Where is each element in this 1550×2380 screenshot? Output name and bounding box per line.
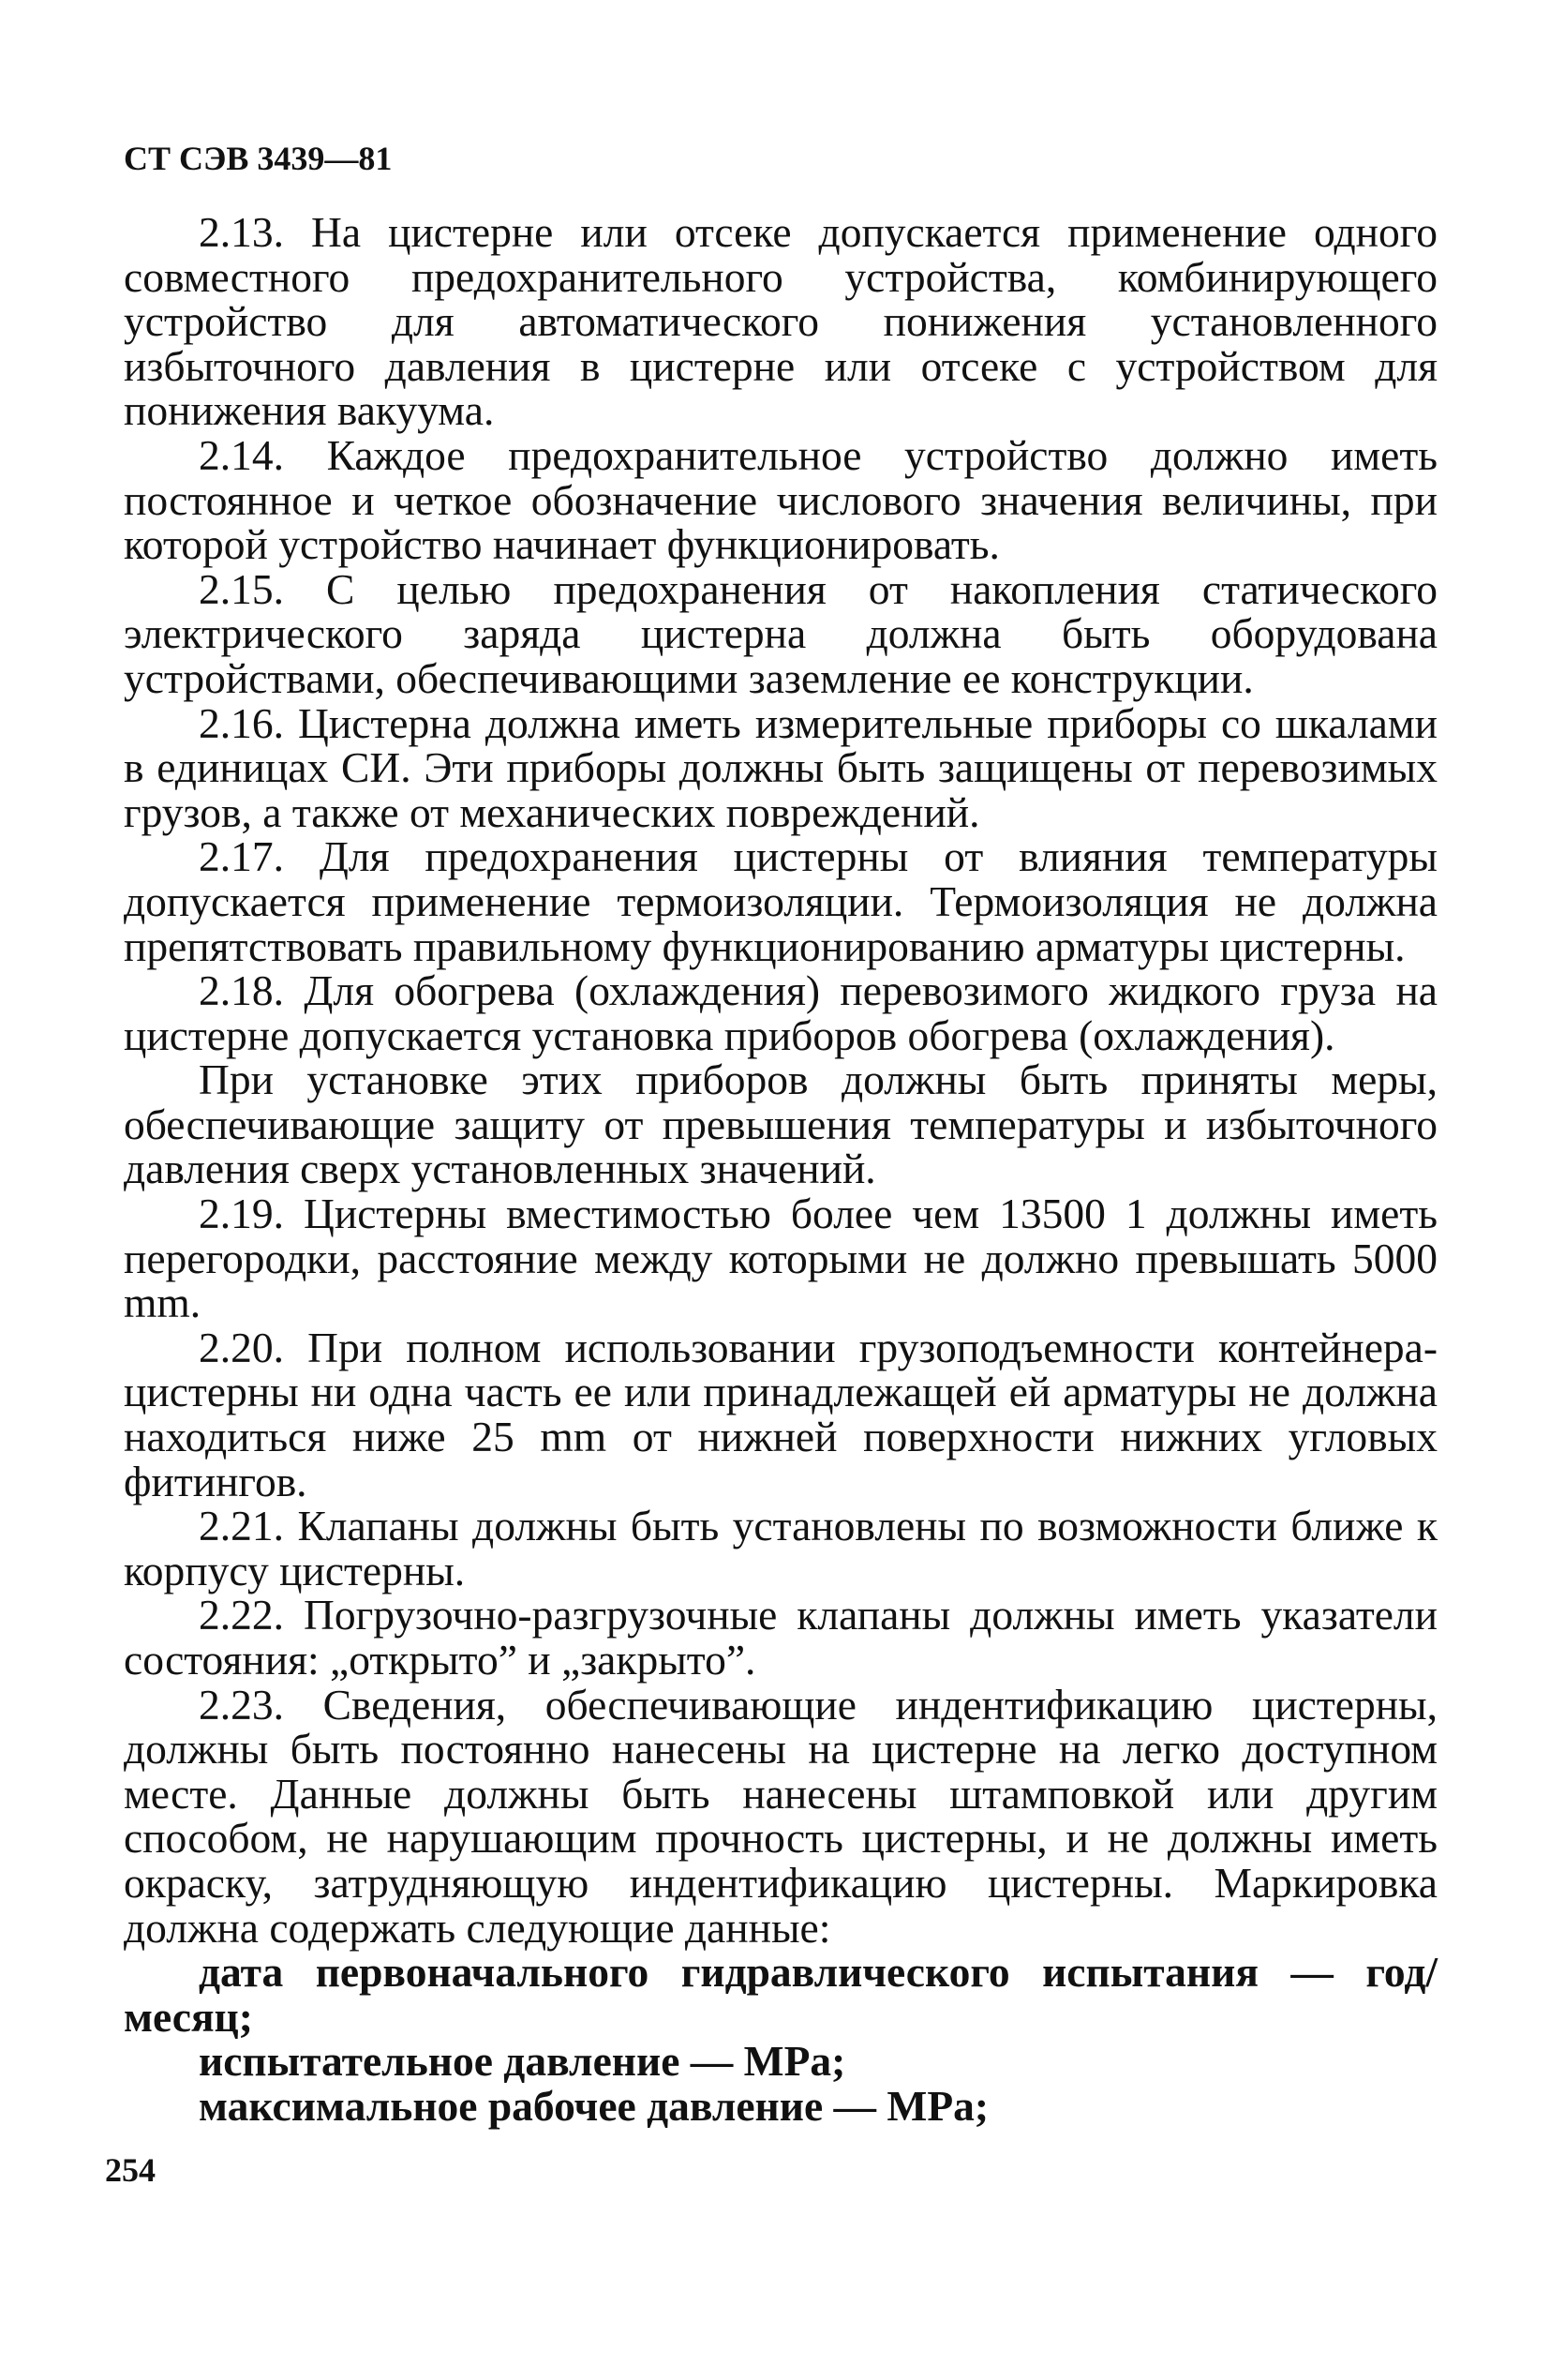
paragraph-2-13: 2.13. На цистерне или отсеке допускается применение одного совместного предохранительного устройства, комбинирующего устройство для автоматического понижения установленного избыточного давления в цистерне или отсеке с устройством для понижения вакуума.: [124, 208, 1438, 435]
document-header: СТ СЭВ 3439—81: [124, 140, 393, 177]
paragraph-2-18-continued: При установке этих приборов должны быть приняты меры, обеспечивающие защиту от превышения температуры и избыточного давления сверх установленных значений.: [124, 1055, 1438, 1193]
paragraph-2-19: 2.19. Цистерны вместимостью более чем 13500 1 должны иметь перегородки, расстояние между которыми не должно превышать 5000 mm.: [124, 1190, 1438, 1327]
paragraph-2-17: 2.17. Для предохранения цистерны от влияния температуры допускается применение термоизоляции. Термоизоляция не должна препятствовать правильному функционированию арматуры цистерны.: [124, 832, 1438, 970]
page-number: 254: [105, 2151, 156, 2189]
marking-item-test-pressure: испытательное давление — MPa;: [199, 2037, 846, 2086]
paragraph-2-15: 2.15. С целью предохранения от накопления статического электрического заряда цистерна должна быть оборудована устройствами, обеспечивающими заземление ее конструкции.: [124, 564, 1438, 702]
paragraph-2-18: 2.18. Для обогрева (охлаждения) перевозимого жидкого груза на цистерне допускается установка приборов обогрева (охлаждения).: [124, 966, 1438, 1059]
paragraph-2-23: 2.23. Сведения, обеспечивающие индентификацию цистерны, должны быть постоянно нанесены на цистерне на легко доступном месте. Данные должны быть нанесены штамповкой или другим способом, не нарушающим прочность цистерны, и не должны иметь окраску, затрудняющую индентификацию цистерны. Маркировка должна содержать следующие данные:: [124, 1680, 1438, 1952]
paragraph-2-20: 2.20. При полном использовании грузоподъемности контейнера-цистерны ни одна часть ее или принадлежащей ей арматуры не должна находиться ниже 25 mm от нижней поверхности нижних угловых фитингов.: [124, 1323, 1438, 1505]
paragraph-2-22: 2.22. Погрузочно-разгрузочные клапаны должны иметь указатели состояния: „открыто” и „закрыто”.: [124, 1591, 1438, 1684]
paragraph-2-16: 2.16. Цистерна должна иметь измерительные приборы со шкалами в единицах СИ. Эти приборы должны быть защищены от перевозимых грузов, а также от механических повреждений.: [124, 698, 1438, 836]
marking-item-test-date: дата первоначального гидравлического испытания — год/месяц;: [124, 1948, 1438, 2041]
paragraph-2-21: 2.21. Клапаны должны быть установлены по возможности ближе к корпусу цистерны.: [124, 1502, 1438, 1594]
paragraph-2-14: 2.14. Каждое предохранительное устройство должно иметь постоянное и четкое обозначение числового значения величины, при которой устройство начинает функционировать.: [124, 430, 1438, 569]
marking-item-max-working-pressure: максимальное рабочее давление — MPa;: [199, 2081, 990, 2130]
document-body: [124, 210, 1438, 2129]
